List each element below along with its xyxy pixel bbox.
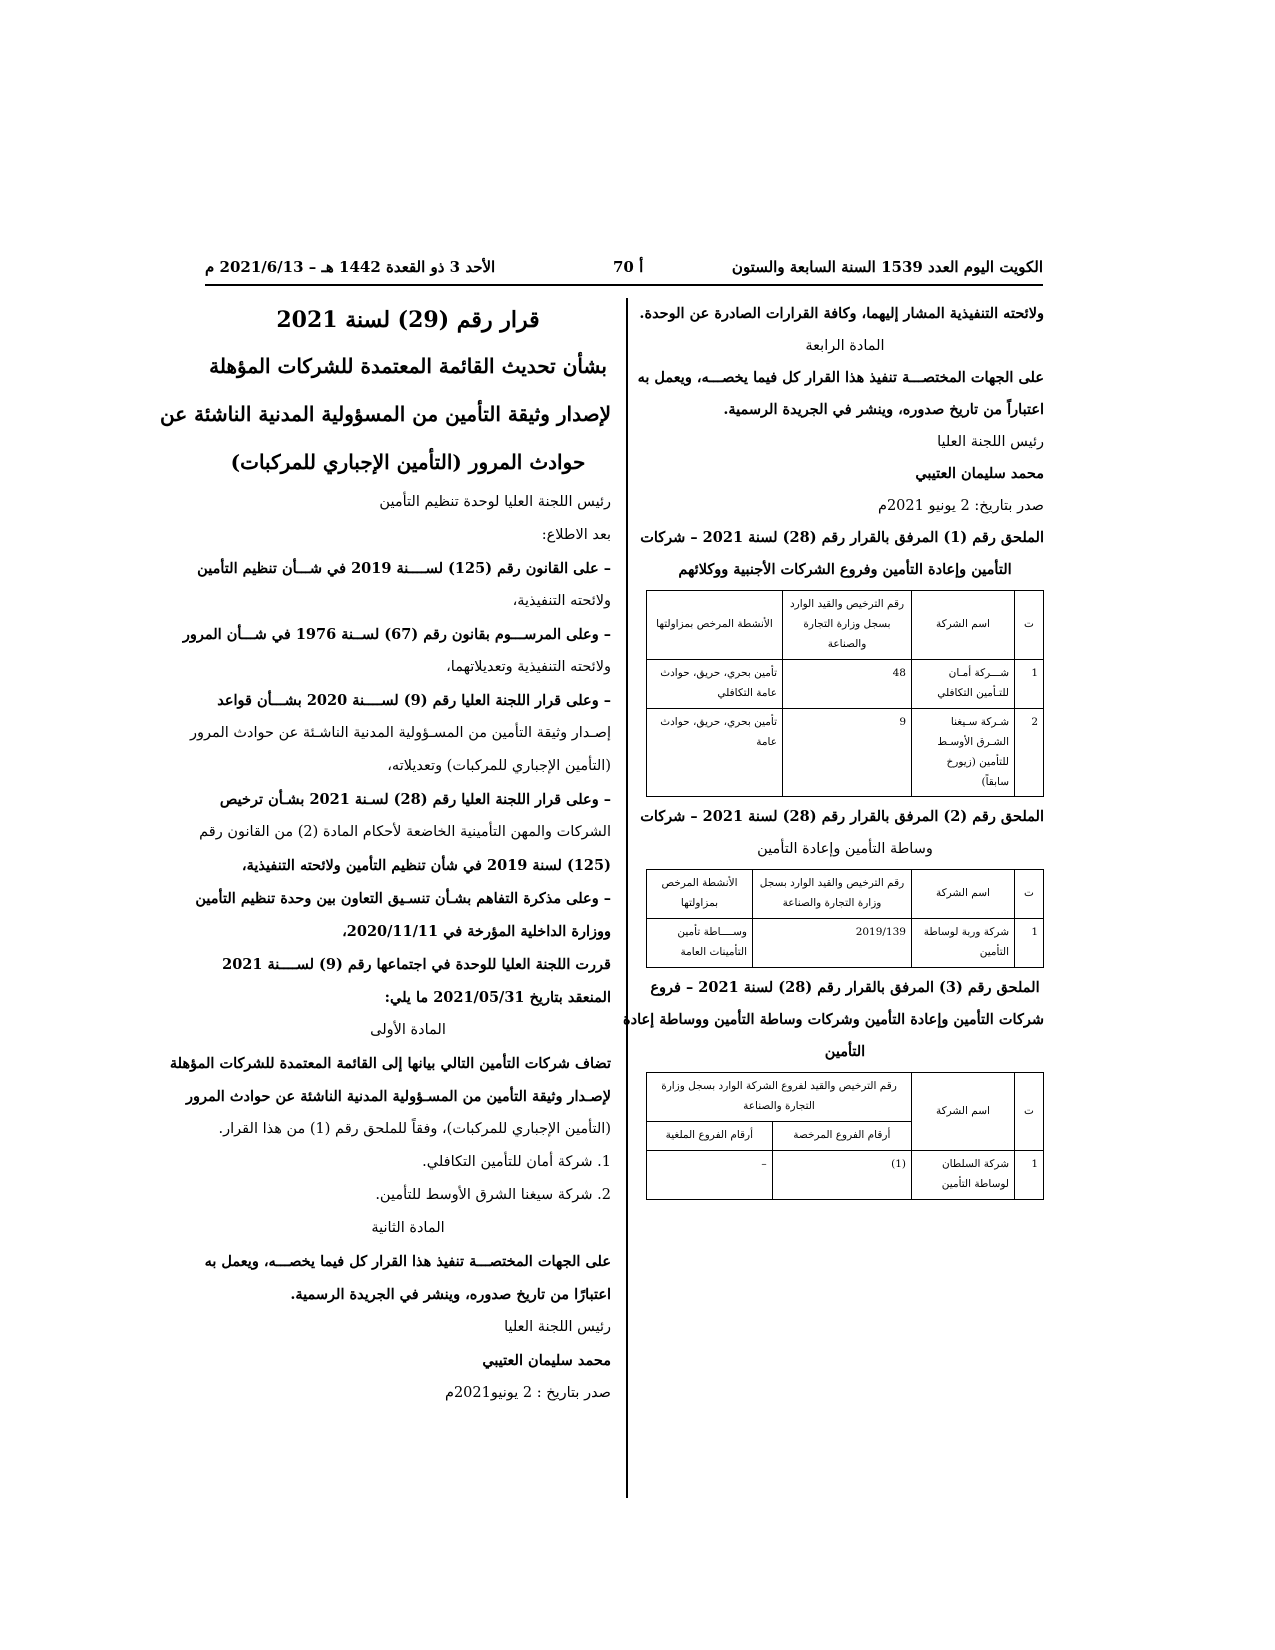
text-line: على الجهات المختصـــة تنفيذ هذا القرار كل فيما يخصـــه، ويعمل به: [204, 1253, 611, 1270]
issuer-line: رئيس اللجنة العليا لوحدة تنظيم التأمين: [379, 494, 611, 510]
table-cell: 1: [1015, 919, 1044, 968]
table-cell: 2: [1015, 708, 1044, 797]
table-row: [647, 708, 1044, 797]
signatory-title: رئيس اللجنة العليا: [504, 1319, 611, 1335]
text-line: تضاف شركات التأمين التالي بيانها إلى القائمة المعتمدة للشركات المؤهلة: [169, 1055, 611, 1072]
table-cell: 1: [1015, 659, 1044, 708]
left-column: [159, 298, 611, 1410]
table-cell: تأمين بحري، حريق، حوادث عامة: [647, 708, 783, 797]
text-line: (125) لسنة 2019 في شأن تنظيم التأمين ولائحته التنفيذية،: [241, 857, 611, 874]
issue-date: صدر بتاريخ: 2 يونيو 2021م: [877, 498, 1044, 514]
col-header: اسم الشركة: [912, 591, 1015, 660]
issue-date: صدر بتاريخ : 2 يونيو2021م: [444, 1385, 611, 1401]
annex-title: التأمين وإعادة التأمين وفروع الشركات الأجنبية ووكلائهم: [678, 561, 1012, 578]
signatory-title: رئيس اللجنة العليا: [937, 434, 1044, 450]
text-line: – وعلى المرســـوم بقانون رقم (67) لســنة 1976 في شـــأن المرور: [182, 626, 611, 643]
annex3-table: [646, 1072, 1044, 1200]
table-cell: 2019/139: [753, 919, 912, 968]
preamble-heading: بعد الاطلاع:: [541, 527, 611, 543]
table-cell: 9: [783, 708, 912, 797]
text-line: ووزارة الداخلية المؤرخة في 2020/11/11،: [342, 923, 611, 940]
annex-title: الملحق رقم (1) المرفق بالقرار رقم (28) لسنة 2021 – شركات: [640, 529, 1044, 546]
table-cell: شـركة سـيغنا الشـرق الأوسـط للتأمين (زيورخ سابقاً): [912, 708, 1015, 797]
decision-title: قرار رقم (29) لسنة 2021: [276, 307, 540, 333]
text-line: ولائحته التنفيذية المشار إليهما، وكافة القرارات الصادرة عن الوحدة.: [639, 305, 1044, 322]
article-heading: المادة الرابعة: [805, 338, 885, 354]
signatory-name: محمد سليمان العتيبي: [915, 465, 1044, 482]
col-header: ت: [1015, 1073, 1044, 1151]
col-header: ت: [1015, 870, 1044, 919]
table-cell: وســــاطة تأمين التأمينات العامة: [647, 919, 753, 968]
col-header: اسم الشركة: [912, 1073, 1015, 1151]
table-cell: شـــركة أمـان للتـأمين التكافلي: [912, 659, 1015, 708]
list-item: 1. شركة أمان للتأمين التكافلي.: [422, 1154, 611, 1170]
text-line: على الجهات المختصـــة تنفيذ هذا القرار كل فيما يخصـــه، ويعمل به: [637, 369, 1044, 386]
text-line: – وعلى قرار اللجنة العليا رقم (9) لســــنة 2020 بشـــأن قواعد: [217, 692, 611, 709]
col-header: أرقام الفروع المرخصة: [772, 1122, 911, 1151]
page-header: [205, 258, 1043, 286]
table-cell: تأمين بحري، حريق، حوادث عامة التكافلي: [647, 659, 783, 708]
col-header: الأنشطة المرخص بمزاولتها: [647, 591, 783, 660]
col-header: رقم الترخيص والقيد لفروع الشركة الوارد بسجل وزارة التجارة والصناعة: [647, 1073, 912, 1122]
annex-title: وساطة التأمين وإعادة التأمين: [757, 841, 933, 858]
text-line: – وعلى قرار اللجنة العليا رقم (28) لسـنة 2021 بشـأن ترخيص: [219, 791, 611, 808]
col-header: ت: [1015, 591, 1044, 660]
table-header-row: [647, 870, 1044, 919]
text-line: لإصـدار وثيقة التأمين من المسـؤولية المدنية الناشئة عن حوادث المرور: [185, 1088, 611, 1105]
column-divider: [626, 298, 628, 1498]
annex2-table: [646, 869, 1044, 968]
annex-title: التأمين: [824, 1043, 866, 1061]
table-header-row: [647, 591, 1044, 660]
annex1-table: [646, 590, 1044, 797]
table-cell: –: [647, 1151, 773, 1200]
decision-subtitle: بشأن تحديث القائمة المعتمدة للشركات المؤهلة: [209, 354, 607, 378]
decision-subtitle: حوادث المرور (التأمين الإجباري للمركبات): [230, 450, 586, 474]
annex-title: الملحق رقم (3) المرفق بالقرار رقم (28) لسنة 2021 – فروع: [650, 979, 1040, 997]
table-header-row: [647, 1073, 1044, 1122]
table-row: [647, 919, 1044, 968]
text-line: قررت اللجنة العليا للوحدة في اجتماعها رقم (9) لســــنة 2021: [222, 956, 611, 973]
decision-subtitle: لإصدار وثيقة التأمين من المسؤولية المدنية الناشئة عن: [159, 402, 611, 426]
col-header: أرقام الفروع الملغية: [647, 1122, 773, 1151]
col-header: رقم الترخيص والقيد الوارد بسجل وزارة التجارة والصناعة: [783, 591, 912, 660]
col-header: اسم الشركة: [912, 870, 1015, 919]
list-item: 2. شركة سيغنا الشرق الأوسط للتأمين.: [375, 1187, 611, 1203]
text-line: ولائحته التنفيذية وتعديلاتهما،: [446, 659, 611, 675]
right-column: [623, 298, 1044, 1204]
table-cell: شركة السلطان لوساطة التأمين: [912, 1151, 1015, 1200]
text-line: (التأمين الإجباري للمركبات) وتعديلاته،: [387, 758, 611, 774]
table-row: [647, 1151, 1044, 1200]
text-line: – على القانون رقم (125) لســــنة 2019 في شـــأن تنظيم التأمين: [197, 560, 611, 577]
header-date: الأحد 3 ذو القعدة 1442 هـ – 2021/6/13 م: [205, 258, 496, 276]
text-line: (التأمين الإجباري للمركبات)، وفقاً للملحق رقم (1) من هذا القرار.: [218, 1121, 611, 1137]
table-cell: 48: [783, 659, 912, 708]
header-page-number: أ 70: [613, 258, 644, 276]
annex-title: الملحق رقم (2) المرفق بالقرار رقم (28) لسنة 2021 – شركات: [640, 808, 1044, 826]
text-line: – وعلى مذكرة التفاهم بشـأن تنسـيق التعاون بين وحدة تنظيم التأمين: [195, 890, 611, 907]
table-row: [647, 659, 1044, 708]
article-heading: المادة الأولى: [370, 1022, 446, 1038]
article-heading: المادة الثانية: [371, 1220, 445, 1236]
table-cell: 1: [1015, 1151, 1044, 1200]
col-header: رقم الترخيص والقيد الوارد بسجل وزارة التجارة والصناعة: [753, 870, 912, 919]
table-cell: شركة وربة لوساطة التأمين: [912, 919, 1015, 968]
table-cell: (1): [772, 1151, 911, 1200]
header-issue: الكويت اليوم العدد 1539 السنة السابعة والستون: [731, 258, 1043, 276]
text-line: اعتباراً من تاريخ صدوره، وينشر في الجريدة الرسمية.: [723, 401, 1044, 418]
annex-title: شركات التأمين وإعادة التأمين وشركات وساطة التأمين ووساطة إعادة: [623, 1011, 1044, 1029]
text-line: ولائحته التنفيذية،: [512, 593, 611, 609]
col-header: الأنشطة المرخص بمزاولتها: [647, 870, 753, 919]
signatory-name: محمد سليمان العتيبي: [482, 1352, 611, 1369]
text-line: الشركات والمهن التأمينية الخاضعة لأحكام المادة (2) من القانون رقم: [199, 824, 611, 840]
text-line: اعتبارًا من تاريخ صدوره، وينشر في الجريدة الرسمية.: [290, 1286, 611, 1303]
text-line: المنعقد بتاريخ 2021/05/31 ما يلي:: [384, 989, 611, 1006]
text-line: إصـدار وثيقة التأمين من المسـؤولية المدنية الناشـئة عن حوادث المرور: [189, 725, 611, 741]
